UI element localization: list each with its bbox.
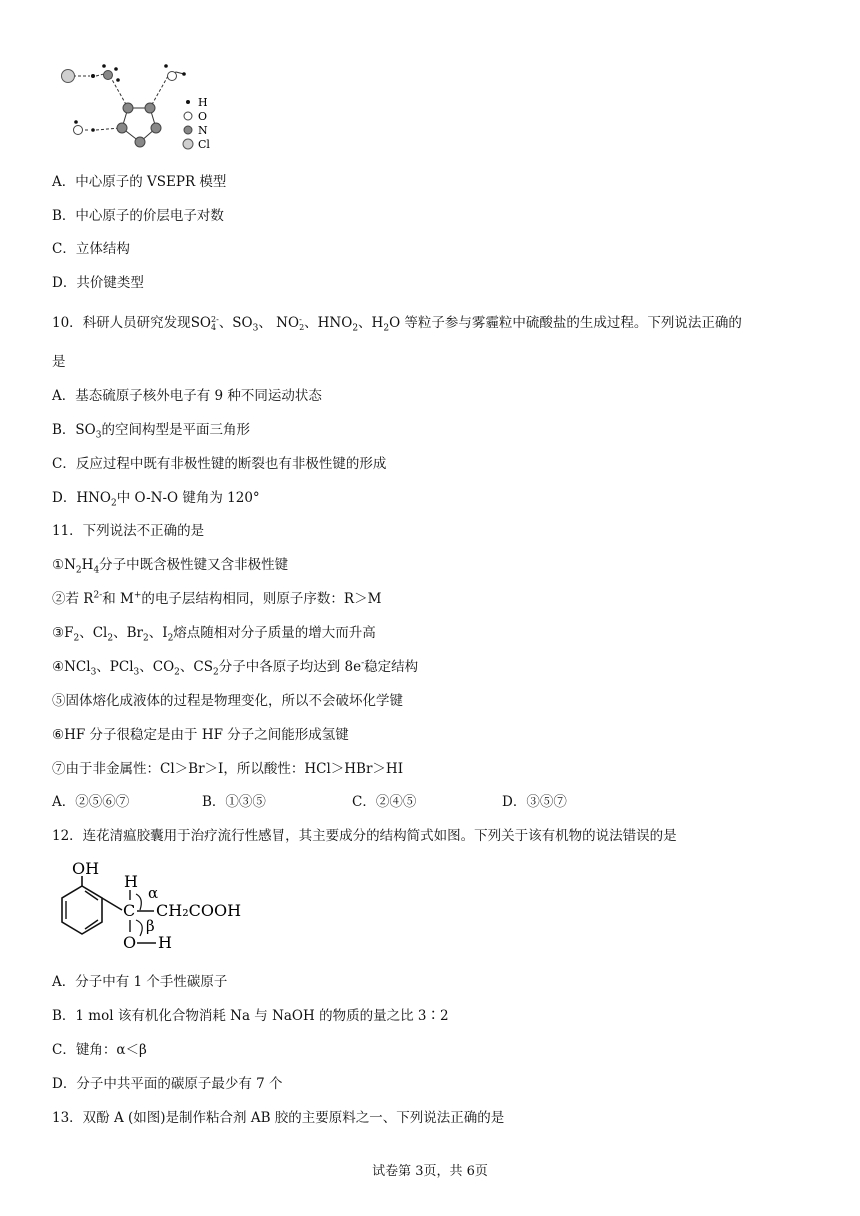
q9-option-a: A．中心原子的 VSEPR 模型 <box>52 174 227 190</box>
q11-stem: 11．下列说法不正确的是 <box>52 523 205 539</box>
q13-stem: 13．双酚 A (如图)是制作粘合剂 AB 胶的主要原料之一、下列说法正确的是 <box>52 1110 505 1126</box>
q11-options <box>52 793 567 811</box>
q9-option-c: C．立体结构 <box>52 241 130 257</box>
chain-label: CH₂COOH <box>156 901 242 920</box>
q11-option-a: A．②⑤⑥⑦ <box>52 794 130 810</box>
q12-option-a: A．分子中有 1 个手性碳原子 <box>52 974 228 990</box>
q11-statement-5: ⑤固体熔化成液体的过程是物理变化，所以不会破坏化学键 <box>52 693 403 709</box>
q12-option-c: C．键角：α＜β <box>52 1042 147 1058</box>
q10-stem-line2: 是 <box>52 354 66 370</box>
q11-statement-1: $①N_2H_4$分子中既含极性键又含非极性键 <box>52 557 289 576</box>
beta-label: β <box>146 917 155 935</box>
q11-statement-4: ④NCl$_3$、PCl$_3$、$CO_2$、$CS_2$分子中各原子均达到 8e-稳定结构 <box>52 658 419 678</box>
q11-option-c: C．②④⑤ <box>352 794 417 810</box>
q12-structure-figure <box>52 858 262 958</box>
h-top-label: H <box>124 872 138 891</box>
q9-option-d: D．共价键类型 <box>52 275 144 291</box>
o-label: O <box>123 933 137 952</box>
molecule-ball-model-figure <box>56 58 226 154</box>
legend-h: H <box>198 96 208 109</box>
q10-option-b: B．$SO_3$的空间构型是平面三角形 <box>52 422 250 441</box>
q11-option-b: B．①③⑤ <box>202 794 266 810</box>
q11-statement-3: $③F_2$、$Cl_2$、$Br_2$、$I_2$熔点随相对分子质量的增大而升高 <box>52 625 376 644</box>
alpha-label: α <box>148 884 159 902</box>
q10-stem: 10．科研人员研究发现SO 2- 4 、$SO_3$、 NO - 2 、$HNO_2$、$H_2O$ 等粒子参与雾霾粒中硫酸盐的生成过程。下列说法正确的 <box>52 314 742 334</box>
q10-option-d: D．$HNO_2$中 O-N-O 键角为 120° <box>52 490 260 509</box>
q10-option-c: C．反应过程中既有非极性键的断裂也有非极性键的形成 <box>52 456 387 472</box>
q12-option-b: B．1 mol 该有机化合物消耗 Na 与 NaOH 的物质的量之比 3∶2 <box>52 1008 449 1024</box>
oh-label: OH <box>72 859 100 878</box>
legend-cl: Cl <box>198 138 210 151</box>
q12-stem: 12．连花清瘟胶囊用于治疗流行性感冒，其主要成分的结构简式如图。下列关于该有机物的说法错误的是 <box>52 828 677 844</box>
q11-statement-2: ②若 $R^{2-}$和 M+的电子层结构相同，则原子序数：R＞M <box>52 590 382 607</box>
legend-n: N <box>198 124 208 137</box>
legend-o: O <box>198 110 208 123</box>
q11-statement-7: ⑦由于非金属性：Cl＞Br＞I，所以酸性：HCl＞HBr＞HI <box>52 761 404 777</box>
q9-option-b: B．中心原子的价层电子对数 <box>52 208 224 224</box>
q10-option-a: A．基态硫原子核外电子有 9 种不同运动状态 <box>52 388 322 404</box>
page-footer: 试卷第 3页，共 6页 <box>372 1164 488 1179</box>
q12-option-d: D．分子中共平面的碳原子最少有 7 个 <box>52 1076 283 1092</box>
h-bottom-label: H <box>158 933 172 952</box>
q11-option-d: D．③⑤⑦ <box>502 794 567 810</box>
q11-statement-6: ⑥HF 分子很稳定是由于 HF 分子之间能形成氢键 <box>52 727 349 743</box>
c-label: C <box>123 901 136 920</box>
